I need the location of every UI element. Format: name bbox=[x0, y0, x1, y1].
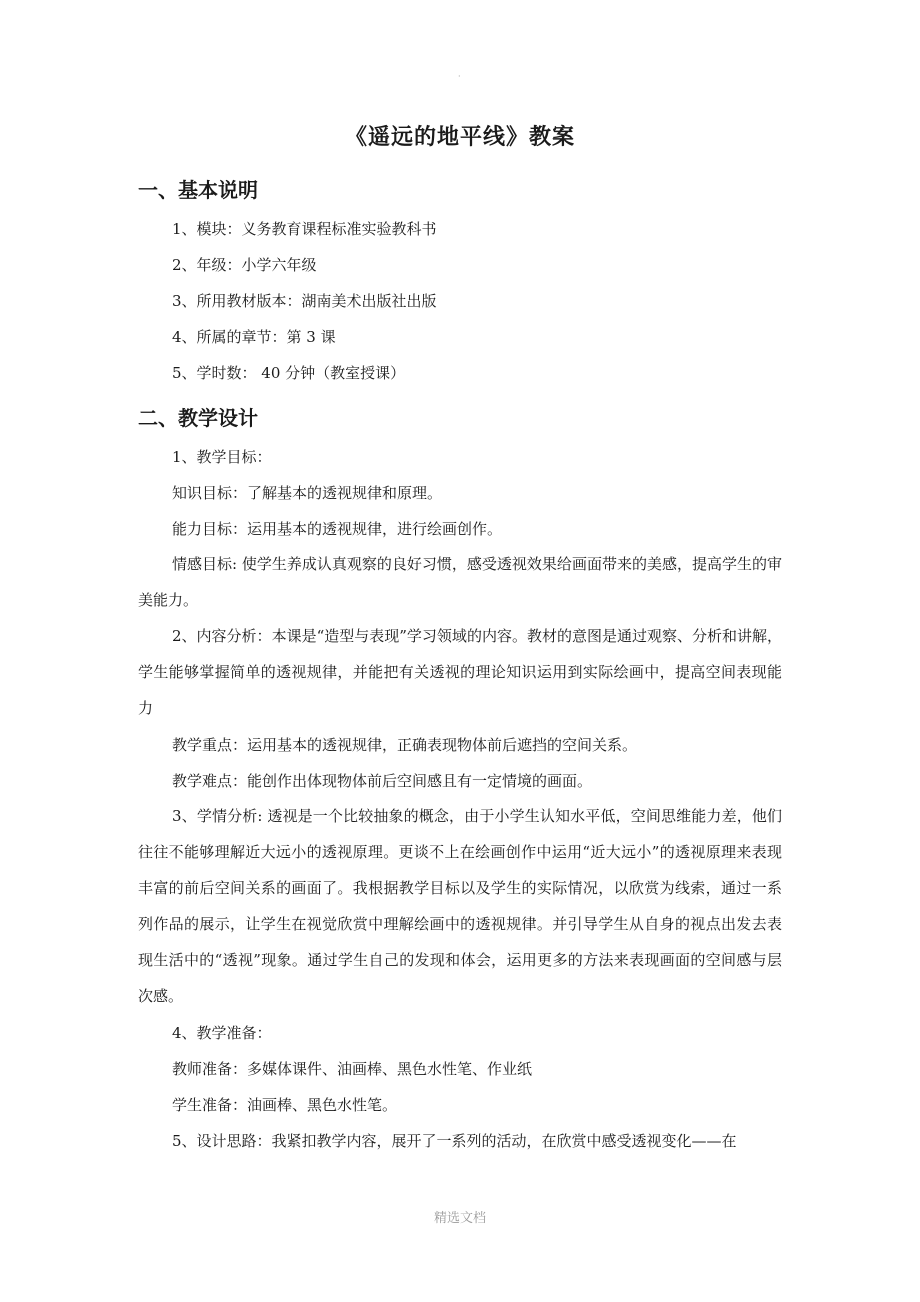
ability-goal: 能力目标：运用基本的透视规律，进行绘画创作。 bbox=[172, 520, 503, 538]
learner-analysis-paragraph: 3、学情分析: 透视是一个比较抽象的概念，由于小学生认知水平低，空间思维能力差，他们往往不能够理解近大远小的透视原理。更谈不上在绘画创作中运用“近大远小”的透视原理来表现丰富的前后空间关系的画面了。我根据教学目标以及学生的实际情况，以欣赏为线索，通过一系列作品的展示，让学生在视觉欣赏中理解绘画中的透视规律。并引导学生从自身的视点出发去表现生活中的“透视”现象。通过学生自己的发现和体会，运用更多的方法来表现画面的空间感与层次感。 bbox=[138, 807, 782, 1005]
teacher-prep: 教师准备：多媒体课件、油画棒、黑色水性笔、作业纸 bbox=[172, 1060, 533, 1078]
section-heading-teaching-design: 二、教学设计 bbox=[138, 406, 258, 430]
design-idea: 5、设计思路：我紧扣教学内容，展开了一系列的活动，在欣赏中感受透视变化——在 bbox=[172, 1132, 737, 1150]
info-item-textbook: 3、所用教材版本：湖南美术出版社出版 bbox=[172, 292, 437, 310]
teaching-prep-label: 4、教学准备： bbox=[172, 1024, 272, 1042]
info-item-chapter: 4、所属的章节：第 3 课 bbox=[172, 328, 336, 346]
section-heading-basic-info: 一、基本说明 bbox=[138, 178, 258, 202]
emotion-goal-paragraph: 情感目标: 使学生养成认真观察的良好习惯，感受透视效果给画面带来的美感，提高学生的审美能力。 bbox=[138, 555, 782, 609]
info-item-module: 1、模块：义务教育课程标准实验教科书 bbox=[172, 220, 437, 238]
student-prep: 学生准备：油画棒、黑色水性笔。 bbox=[172, 1096, 398, 1114]
header-mark: · bbox=[458, 72, 461, 81]
page-footer: 精选文档 bbox=[433, 1211, 486, 1226]
info-item-grade: 2、年级：小学六年级 bbox=[172, 256, 317, 274]
content-analysis-paragraph: 2、内容分析：本课是“造型与表现”学习领域的内容。教材的意图是通过观察、分析和讲解，学生能够掌握简单的透视规律，并能把有关透视的理论知识运用到实际绘画中，提高空间表现能力 bbox=[138, 627, 782, 717]
document-title: 《遥远的地平线》教案 bbox=[344, 125, 575, 150]
key-point: 教学重点：运用基本的透视规律，正确表现物体前后遮挡的空间关系。 bbox=[172, 736, 638, 754]
teaching-goals-label: 1、教学目标： bbox=[172, 448, 272, 466]
difficult-point: 教学难点：能创作出体现物体前后空间感且有一定情境的画面。 bbox=[172, 772, 593, 790]
knowledge-goal: 知识目标：了解基本的透视规律和原理。 bbox=[172, 484, 443, 502]
info-item-hours: 5、学时数： 40 分钟（教室授课） bbox=[172, 364, 406, 382]
